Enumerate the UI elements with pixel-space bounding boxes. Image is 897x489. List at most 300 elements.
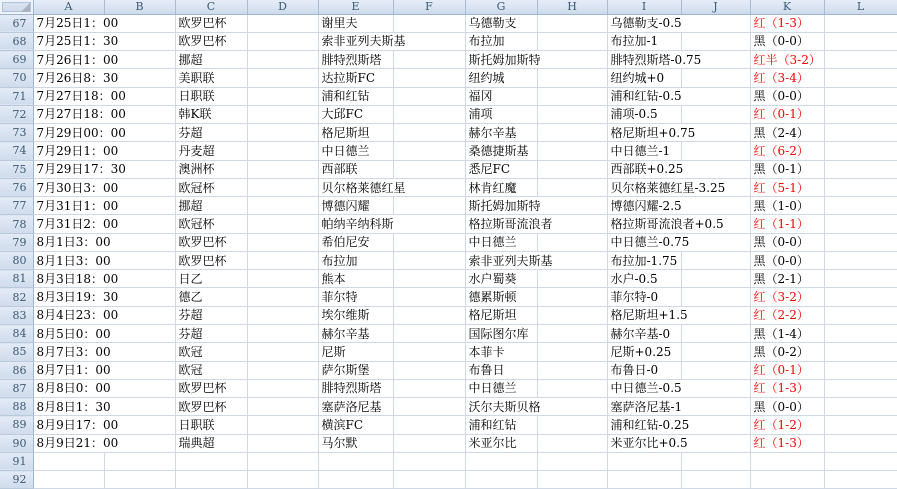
cell-C86[interactable] (175, 361, 247, 379)
cell-F86[interactable] (393, 361, 465, 379)
cell-H68[interactable] (537, 32, 607, 50)
cell-F90[interactable] (393, 434, 465, 452)
cell-E81[interactable] (318, 270, 393, 288)
row-header-89[interactable]: 89 (0, 416, 33, 434)
row-header-70[interactable]: 70 (0, 69, 33, 87)
cell-J79[interactable] (681, 233, 750, 251)
cell-L80[interactable] (824, 251, 897, 269)
cell-F69[interactable] (393, 51, 465, 69)
cell-E77[interactable] (318, 197, 393, 215)
cell-I86[interactable] (607, 361, 681, 379)
cell-I74[interactable] (607, 142, 681, 160)
cell-K90[interactable] (750, 434, 824, 452)
column-header-J[interactable]: J (681, 0, 750, 14)
cell-L82[interactable] (824, 288, 897, 306)
cell-E70[interactable] (318, 69, 393, 87)
cell-A70[interactable] (33, 69, 119, 87)
cell-H84[interactable] (537, 325, 607, 343)
cell-G70[interactable] (465, 69, 537, 87)
cell-E72[interactable] (318, 105, 393, 123)
cell-G83[interactable] (465, 306, 537, 324)
cell-J74[interactable] (681, 142, 750, 160)
row-header-67[interactable]: 67 (0, 14, 33, 32)
cell-K91[interactable] (750, 452, 824, 470)
cell-E91[interactable] (318, 452, 393, 470)
cell-F79[interactable] (393, 233, 465, 251)
cell-D86[interactable] (247, 361, 318, 379)
cell-D67[interactable] (247, 14, 318, 32)
cell-L78[interactable] (824, 215, 897, 233)
cell-G87[interactable] (465, 379, 537, 397)
cell-D91[interactable] (247, 452, 318, 470)
cell-L68[interactable] (824, 32, 897, 50)
row-header-86[interactable]: 86 (0, 361, 33, 379)
cell-H82[interactable] (537, 288, 607, 306)
cell-H74[interactable] (537, 142, 607, 160)
column-header-E[interactable]: E (318, 0, 393, 14)
cell-H90[interactable] (537, 434, 607, 452)
cell-A88[interactable] (33, 398, 111, 416)
cell-D88[interactable] (247, 398, 318, 416)
cell-I68[interactable] (607, 32, 681, 50)
cell-C70[interactable] (175, 69, 247, 87)
cell-H91[interactable] (537, 452, 607, 470)
cell-F89[interactable] (393, 416, 465, 434)
row-header-72[interactable]: 72 (0, 105, 33, 123)
cell-D83[interactable] (247, 306, 318, 324)
cell-D72[interactable] (247, 105, 318, 123)
cell-D92[interactable] (247, 471, 318, 489)
cell-G68[interactable] (465, 32, 537, 50)
cell-K74[interactable] (750, 142, 824, 160)
cell-C72[interactable] (175, 105, 247, 123)
cell-H79[interactable] (537, 233, 607, 251)
cell-G88[interactable] (465, 398, 541, 416)
row-header-85[interactable]: 85 (0, 343, 33, 361)
cell-J75[interactable] (681, 160, 750, 178)
row-header-73[interactable]: 73 (0, 124, 33, 142)
row-header-77[interactable]: 77 (0, 197, 33, 215)
cell-H77[interactable] (537, 197, 607, 215)
cell-K75[interactable] (750, 160, 824, 178)
row-header-74[interactable]: 74 (0, 142, 33, 160)
cell-C78[interactable] (175, 215, 247, 233)
cell-C74[interactable] (175, 142, 247, 160)
cell-I83[interactable] (607, 306, 688, 324)
row-header-68[interactable]: 68 (0, 32, 33, 50)
cell-C73[interactable] (175, 124, 247, 142)
cell-H88[interactable] (537, 398, 607, 416)
cell-H76[interactable] (537, 178, 607, 196)
cell-E82[interactable] (318, 288, 393, 306)
cell-A80[interactable] (33, 251, 111, 269)
cell-H73[interactable] (537, 124, 607, 142)
cell-L72[interactable] (824, 105, 897, 123)
cell-J77[interactable] (681, 197, 750, 215)
cell-C83[interactable] (175, 306, 247, 324)
row-header-81[interactable]: 81 (0, 270, 33, 288)
cell-J86[interactable] (681, 361, 750, 379)
cell-I67[interactable] (607, 14, 681, 32)
cell-D77[interactable] (247, 197, 318, 215)
cell-C76[interactable] (175, 178, 247, 196)
cell-E78[interactable] (318, 215, 393, 233)
cell-H85[interactable] (537, 343, 607, 361)
cell-D85[interactable] (247, 343, 318, 361)
cell-E92[interactable] (318, 471, 393, 489)
cell-F71[interactable] (393, 87, 465, 105)
column-header-K[interactable]: K (750, 0, 824, 14)
cell-A78[interactable] (33, 215, 119, 233)
cell-C90[interactable] (175, 434, 247, 452)
row-header-80[interactable]: 80 (0, 251, 33, 269)
cell-K77[interactable] (750, 197, 824, 215)
cell-K89[interactable] (750, 416, 824, 434)
cell-E89[interactable] (318, 416, 393, 434)
cell-A76[interactable] (33, 178, 119, 196)
cell-A72[interactable] (33, 105, 126, 123)
cell-L81[interactable] (824, 270, 897, 288)
cell-J67[interactable] (681, 14, 750, 32)
cell-D73[interactable] (247, 124, 318, 142)
cell-E67[interactable] (318, 14, 393, 32)
cell-D78[interactable] (247, 215, 318, 233)
cell-D76[interactable] (247, 178, 318, 196)
cell-K81[interactable] (750, 270, 824, 288)
cell-G74[interactable] (465, 142, 537, 160)
column-header-A[interactable]: A (33, 0, 104, 14)
cell-A83[interactable] (33, 306, 119, 324)
cell-K78[interactable] (750, 215, 824, 233)
cell-I79[interactable] (607, 233, 690, 251)
cell-A74[interactable] (33, 142, 119, 160)
cell-L84[interactable] (824, 325, 897, 343)
cell-H83[interactable] (537, 306, 607, 324)
cell-F87[interactable] (393, 379, 465, 397)
cell-A86[interactable] (33, 361, 111, 379)
cell-H87[interactable] (537, 379, 607, 397)
cell-F81[interactable] (393, 270, 465, 288)
cell-B86[interactable] (104, 361, 175, 379)
cell-K82[interactable] (750, 288, 824, 306)
row-header-84[interactable]: 84 (0, 325, 33, 343)
cell-E79[interactable] (318, 233, 393, 251)
cell-G75[interactable] (465, 160, 537, 178)
cell-C84[interactable] (175, 325, 247, 343)
cell-E80[interactable] (318, 251, 393, 269)
row-header-90[interactable]: 90 (0, 434, 33, 452)
cell-F82[interactable] (393, 288, 465, 306)
cell-G78[interactable] (465, 215, 553, 233)
cell-K86[interactable] (750, 361, 824, 379)
cell-I70[interactable] (607, 69, 681, 87)
cell-C89[interactable] (175, 416, 247, 434)
cell-A89[interactable] (33, 416, 119, 434)
cell-I89[interactable] (607, 416, 690, 434)
row-header-92[interactable]: 92 (0, 471, 33, 489)
cell-C68[interactable] (175, 32, 247, 50)
row-header-75[interactable]: 75 (0, 160, 33, 178)
cell-D90[interactable] (247, 434, 318, 452)
cell-C87[interactable] (175, 379, 247, 397)
cell-F72[interactable] (393, 105, 465, 123)
cell-I77[interactable] (607, 197, 681, 215)
cell-H70[interactable] (537, 69, 607, 87)
cell-C91[interactable] (175, 452, 247, 470)
cell-K79[interactable] (750, 233, 824, 251)
cell-A75[interactable] (33, 160, 126, 178)
cell-C88[interactable] (175, 398, 247, 416)
cell-L75[interactable] (824, 160, 897, 178)
cell-A90[interactable] (33, 434, 119, 452)
cell-H75[interactable] (537, 160, 607, 178)
cell-B91[interactable] (104, 452, 175, 470)
cell-G85[interactable] (465, 343, 537, 361)
cell-H71[interactable] (537, 87, 607, 105)
cell-J92[interactable] (681, 471, 750, 489)
cell-F91[interactable] (393, 452, 465, 470)
cell-C92[interactable] (175, 471, 247, 489)
cell-I72[interactable] (607, 105, 681, 123)
cell-A87[interactable] (33, 379, 111, 397)
cell-K67[interactable] (750, 14, 824, 32)
cell-J85[interactable] (681, 343, 750, 361)
cell-J83[interactable] (681, 306, 750, 324)
cell-E69[interactable] (318, 51, 393, 69)
cell-G92[interactable] (465, 471, 537, 489)
cell-L73[interactable] (824, 124, 897, 142)
cell-E74[interactable] (318, 142, 393, 160)
cell-J91[interactable] (681, 452, 750, 470)
cell-K73[interactable] (750, 124, 824, 142)
cell-L76[interactable] (824, 178, 897, 196)
cell-K84[interactable] (750, 325, 824, 343)
cell-H67[interactable] (537, 14, 607, 32)
cell-J71[interactable] (681, 87, 750, 105)
cell-K70[interactable] (750, 69, 824, 87)
cell-I84[interactable] (607, 325, 681, 343)
cell-G90[interactable] (465, 434, 537, 452)
cell-E83[interactable] (318, 306, 393, 324)
cell-A71[interactable] (33, 87, 126, 105)
cell-L67[interactable] (824, 14, 897, 32)
cell-I69[interactable] (607, 51, 702, 69)
cell-L87[interactable] (824, 379, 897, 397)
cell-J68[interactable] (681, 32, 750, 50)
cell-A82[interactable] (33, 288, 119, 306)
cell-C79[interactable] (175, 233, 247, 251)
cell-K69[interactable] (750, 51, 824, 69)
cell-L92[interactable] (824, 471, 897, 489)
cell-C80[interactable] (175, 251, 247, 269)
cell-J88[interactable] (681, 398, 750, 416)
cell-H72[interactable] (537, 105, 607, 123)
cell-A69[interactable] (33, 51, 119, 69)
cell-D71[interactable] (247, 87, 318, 105)
cell-J87[interactable] (681, 379, 750, 397)
cell-K87[interactable] (750, 379, 824, 397)
column-header-H[interactable]: H (537, 0, 607, 14)
cell-I81[interactable] (607, 270, 681, 288)
cell-F84[interactable] (393, 325, 465, 343)
cell-L85[interactable] (824, 343, 897, 361)
cell-L74[interactable] (824, 142, 897, 160)
cell-I73[interactable] (607, 124, 696, 142)
cell-D79[interactable] (247, 233, 318, 251)
cell-F77[interactable] (393, 197, 465, 215)
cell-I71[interactable] (607, 87, 681, 105)
cell-E88[interactable] (318, 398, 393, 416)
cell-J84[interactable] (681, 325, 750, 343)
cell-C67[interactable] (175, 14, 247, 32)
cell-L83[interactable] (824, 306, 897, 324)
column-header-L[interactable]: L (824, 0, 897, 14)
cell-I76[interactable] (607, 178, 726, 196)
cell-A68[interactable] (33, 32, 119, 50)
cell-K71[interactable] (750, 87, 824, 105)
cell-G67[interactable] (465, 14, 537, 32)
cell-C81[interactable] (175, 270, 247, 288)
cell-B87[interactable] (104, 379, 175, 397)
cell-B84[interactable] (104, 325, 175, 343)
cell-L71[interactable] (824, 87, 897, 105)
row-header-76[interactable]: 76 (0, 178, 33, 196)
cell-B79[interactable] (104, 233, 175, 251)
cell-D70[interactable] (247, 69, 318, 87)
cell-G77[interactable] (465, 197, 541, 215)
column-header-F[interactable]: F (393, 0, 465, 14)
select-all-button[interactable] (0, 0, 33, 14)
cell-K85[interactable] (750, 343, 824, 361)
cell-J81[interactable] (681, 270, 750, 288)
cell-E76[interactable] (318, 178, 406, 196)
row-header-79[interactable]: 79 (0, 233, 33, 251)
cell-D69[interactable] (247, 51, 318, 69)
cell-L86[interactable] (824, 361, 897, 379)
cell-H89[interactable] (537, 416, 607, 434)
cell-F67[interactable] (393, 14, 465, 32)
cell-E75[interactable] (318, 160, 393, 178)
cell-E71[interactable] (318, 87, 393, 105)
row-header-69[interactable]: 69 (0, 51, 33, 69)
cell-I90[interactable] (607, 434, 688, 452)
cell-E68[interactable] (318, 32, 406, 50)
cell-C75[interactable] (175, 160, 247, 178)
cell-I78[interactable] (607, 215, 724, 233)
cell-E86[interactable] (318, 361, 393, 379)
cell-J89[interactable] (681, 416, 750, 434)
cell-F83[interactable] (393, 306, 465, 324)
cell-G84[interactable] (465, 325, 537, 343)
cell-G79[interactable] (465, 233, 537, 251)
row-header-87[interactable]: 87 (0, 379, 33, 397)
cell-L70[interactable] (824, 69, 897, 87)
cell-I91[interactable] (607, 452, 681, 470)
cell-G69[interactable] (465, 51, 541, 69)
cell-D80[interactable] (247, 251, 318, 269)
cell-H69[interactable] (537, 51, 607, 69)
cell-K83[interactable] (750, 306, 824, 324)
row-header-88[interactable]: 88 (0, 398, 33, 416)
cell-I88[interactable] (607, 398, 681, 416)
cell-K92[interactable] (750, 471, 824, 489)
cell-G91[interactable] (465, 452, 537, 470)
cell-I82[interactable] (607, 288, 681, 306)
cell-J72[interactable] (681, 105, 750, 123)
row-header-83[interactable]: 83 (0, 306, 33, 324)
cell-G80[interactable] (465, 251, 553, 269)
row-header-78[interactable]: 78 (0, 215, 33, 233)
cell-E90[interactable] (318, 434, 393, 452)
cell-E85[interactable] (318, 343, 393, 361)
cell-D82[interactable] (247, 288, 318, 306)
column-header-I[interactable]: I (607, 0, 681, 14)
cell-F85[interactable] (393, 343, 465, 361)
cell-C69[interactable] (175, 51, 247, 69)
cell-B92[interactable] (104, 471, 175, 489)
cell-J82[interactable] (681, 288, 750, 306)
cell-B80[interactable] (104, 251, 175, 269)
cell-G73[interactable] (465, 124, 537, 142)
cell-G76[interactable] (465, 178, 537, 196)
cell-A85[interactable] (33, 343, 111, 361)
cell-J90[interactable] (681, 434, 750, 452)
cell-E84[interactable] (318, 325, 393, 343)
cell-F75[interactable] (393, 160, 465, 178)
row-header-91[interactable]: 91 (0, 452, 33, 470)
cell-A73[interactable] (33, 124, 126, 142)
cell-F80[interactable] (393, 251, 465, 269)
cell-C85[interactable] (175, 343, 247, 361)
cell-I80[interactable] (607, 251, 681, 269)
cell-E87[interactable] (318, 379, 393, 397)
cell-L91[interactable] (824, 452, 897, 470)
cell-G72[interactable] (465, 105, 537, 123)
cell-F73[interactable] (393, 124, 465, 142)
cell-F92[interactable] (393, 471, 465, 489)
cell-A91[interactable] (33, 452, 104, 470)
cell-E73[interactable] (318, 124, 393, 142)
cell-F88[interactable] (393, 398, 465, 416)
cell-B85[interactable] (104, 343, 175, 361)
cell-F74[interactable] (393, 142, 465, 160)
cell-L69[interactable] (824, 51, 897, 69)
cell-I85[interactable] (607, 343, 681, 361)
cell-K76[interactable] (750, 178, 824, 196)
cell-I75[interactable] (607, 160, 684, 178)
row-header-71[interactable]: 71 (0, 87, 33, 105)
cell-C82[interactable] (175, 288, 247, 306)
cell-D74[interactable] (247, 142, 318, 160)
row-header-82[interactable]: 82 (0, 288, 33, 306)
cell-J80[interactable] (681, 251, 750, 269)
cell-C77[interactable] (175, 197, 247, 215)
cell-H86[interactable] (537, 361, 607, 379)
cell-D81[interactable] (247, 270, 318, 288)
cell-G89[interactable] (465, 416, 537, 434)
column-header-C[interactable]: C (175, 0, 247, 14)
column-header-D[interactable]: D (247, 0, 318, 14)
cell-G86[interactable] (465, 361, 537, 379)
cell-C71[interactable] (175, 87, 247, 105)
cell-H81[interactable] (537, 270, 607, 288)
cell-D89[interactable] (247, 416, 318, 434)
cell-A79[interactable] (33, 233, 111, 251)
cell-G71[interactable] (465, 87, 537, 105)
cell-F70[interactable] (393, 69, 465, 87)
cell-A67[interactable] (33, 14, 119, 32)
cell-J70[interactable] (681, 69, 750, 87)
